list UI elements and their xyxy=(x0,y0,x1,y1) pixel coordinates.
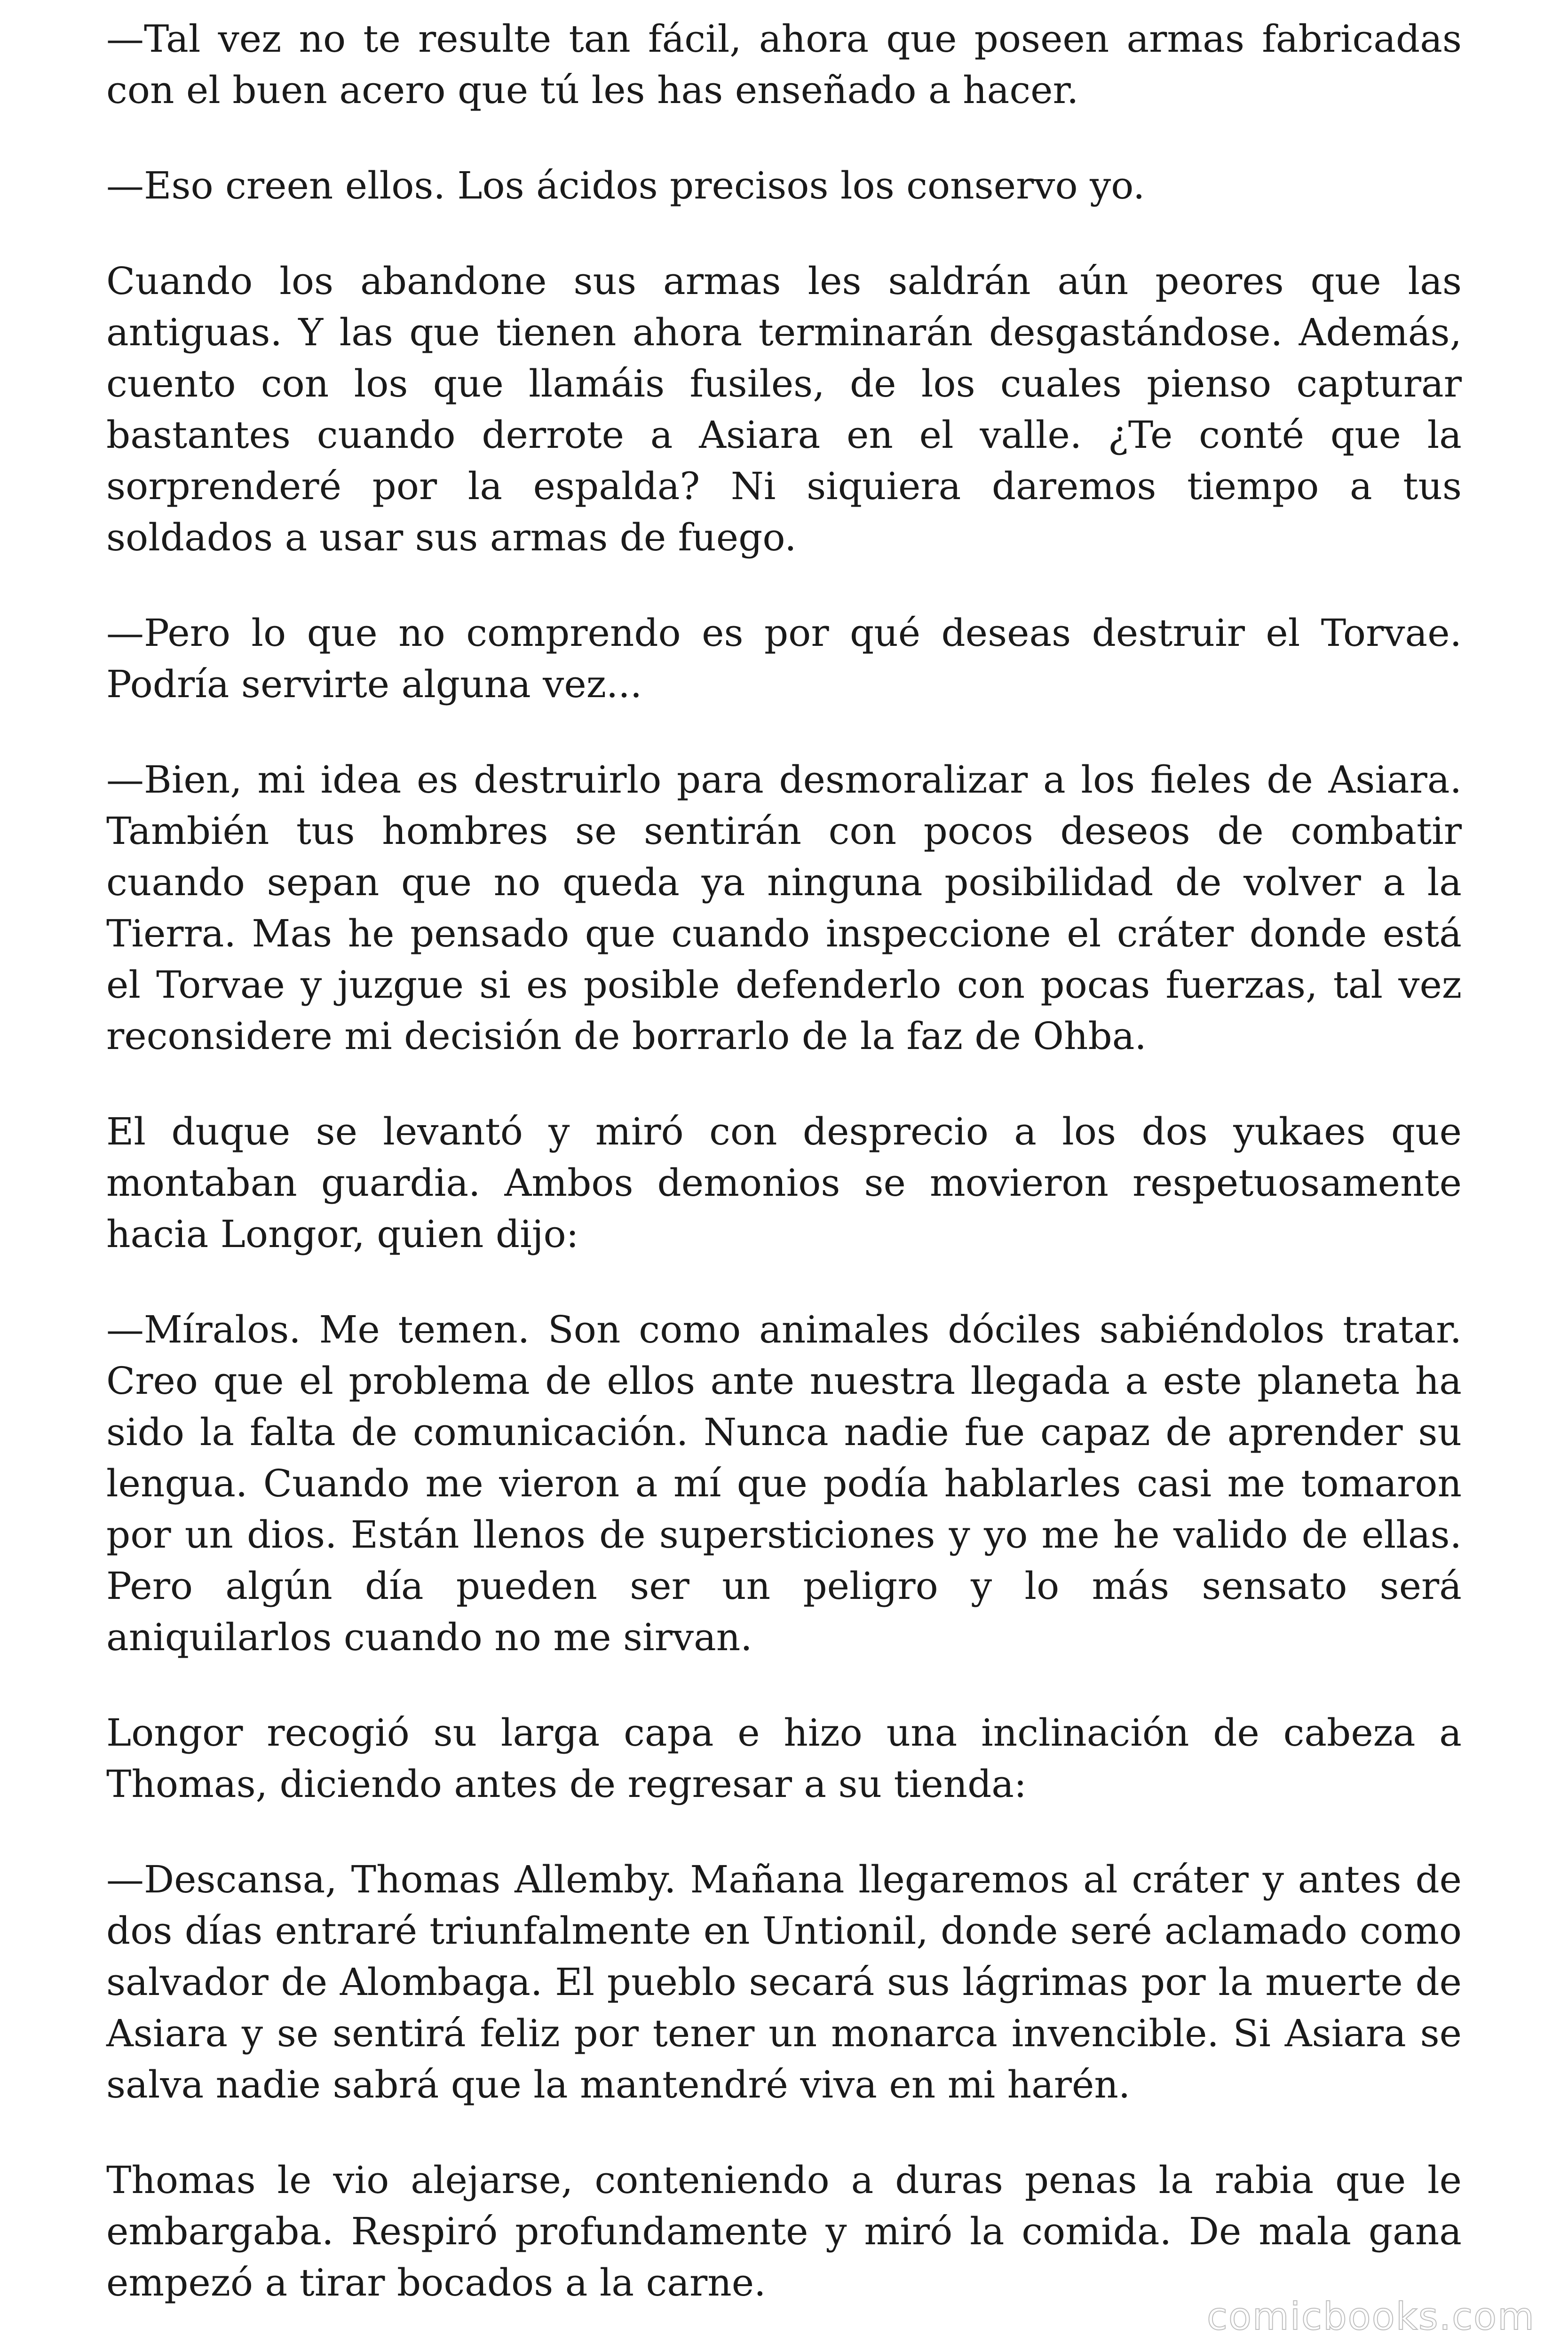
paragraph: El duque se levantó y miró con desprecio a los dos yukaes que montaban guardia. Ambos demonios se movieron respetuosamente hacia Longor, quien dijo: xyxy=(106,1110,1462,1256)
paragraph: Thomas le vio alejarse, conteniendo a duras penas la rabia que le embargaba. Respiró profundamente y miró la comida. De mala gana empezó a tirar bocados a la carne. xyxy=(106,2158,1462,2304)
paragraph: —Míralos. Me temen. Son como animales dóciles sabiéndolos tratar. Creo que el problema de ellos ante nuestra llegada a este planeta ha sido la falta de comunicación. Nunca nadie fue capaz de aprender su lengua. Cuando me vieron a mí que podía hablarles casi me tomaron por un dios. Están llenos de supersticiones y yo me he valido de ellas. Pero algún día pueden ser un peligro y lo más sensato será aniquilarlos cuando no me sirvan. xyxy=(106,1308,1462,1659)
paragraph: —Eso creen ellos. Los ácidos precisos los conservo yo. xyxy=(106,164,1145,207)
paragraph: —Pero lo que no comprendo es por qué deseas destruir el Torvae. Podría servirte alguna vez... xyxy=(106,611,1462,706)
paragraph: Longor recogió su larga capa e hizo una inclinación de cabeza a Thomas, diciendo antes de regresar a su tienda: xyxy=(106,1711,1462,1806)
paragraph: —Bien, mi idea es destruirlo para desmoralizar a los fieles de Asiara. También tus hombres se sentirán con pocos deseos de combatir cuando sepan que no queda ya ninguna posibilidad de volver a la Tierra. Mas he pensado que cuando inspeccione el cráter donde está el Torvae y juzgue si es posible defenderlo con pocas fuerzas, tal vez reconsidere mi decisión de borrarlo de la faz de Ohba. xyxy=(106,758,1462,1058)
watermark: comicbooks.com xyxy=(1206,2295,1535,2338)
paragraph: Cuando los abandone sus armas les saldrán aún peores que las antiguas. Y las que tienen ahora terminarán desgastándose. Además, cuento con los que llamáis fusiles, de los cuales pienso capturar bastantes cuando derrote a Asiara en el valle. ¿Te conté que la sorprenderé por la espalda? Ni siquiera daremos tiempo a tus soldados a usar sus armas de fuego. xyxy=(106,259,1462,559)
document-page xyxy=(106,13,1462,2308)
paragraph: —Tal vez no te resulte tan fácil, ahora que poseen armas fabricadas con el buen acero que tú les has enseñado a hacer. xyxy=(106,17,1462,112)
paragraph: —Descansa, Thomas Allemby. Mañana llegaremos al cráter y antes de dos días entraré triunfalmente en Untionil, donde seré aclamado como salvador de Alombaga. El pueblo secará sus lágrimas por la muerte de Asiara y se sentirá feliz por tener un monarca invencible. Si Asiara se salva nadie sabrá que la mantendré viva en mi harén. xyxy=(106,1858,1462,2106)
